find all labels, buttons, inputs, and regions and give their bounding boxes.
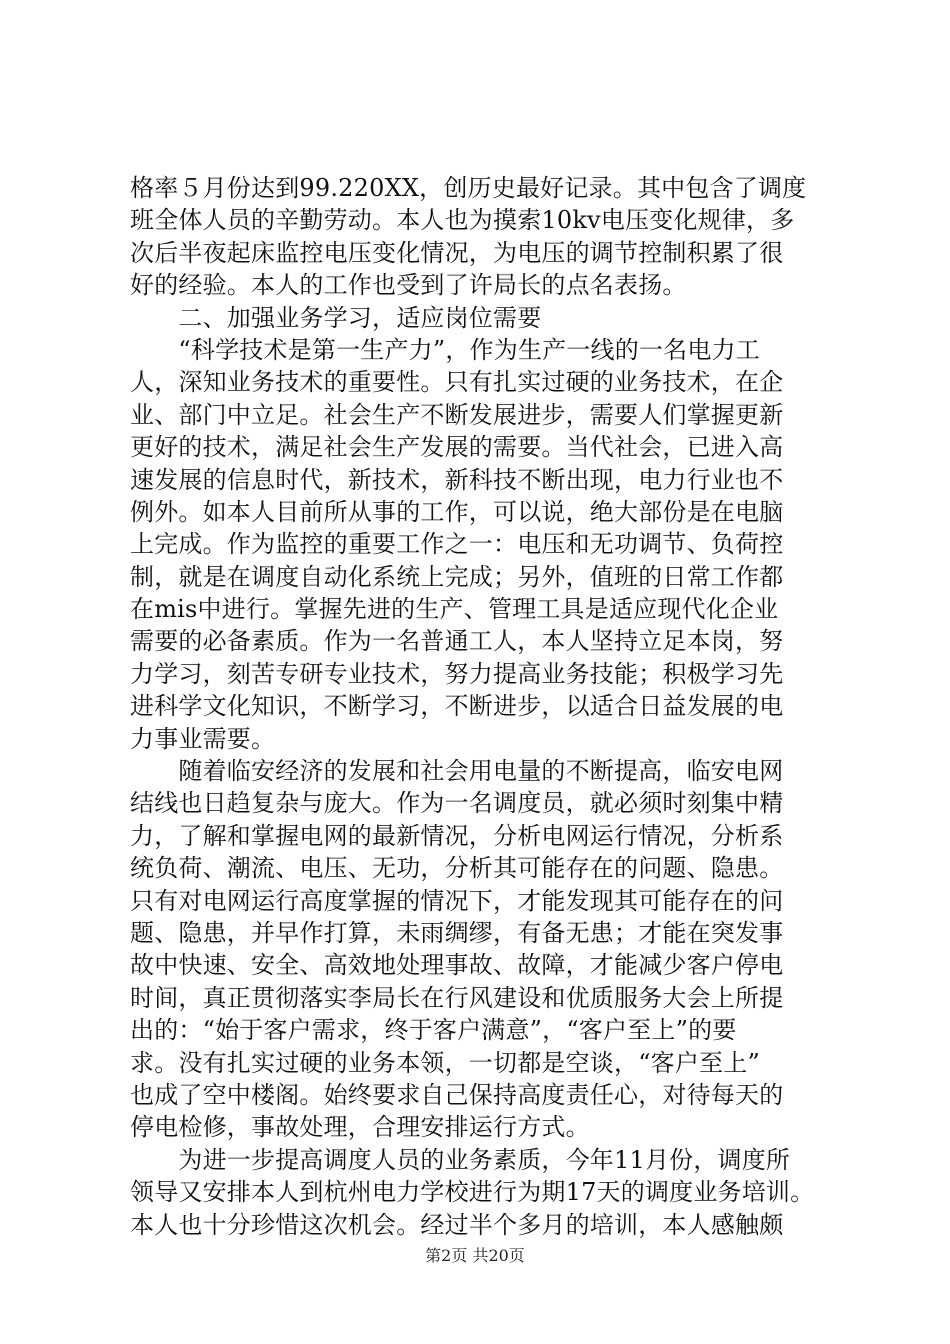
text-line: 更好的技术，满足社会生产发展的需要。当代社会，已进入高 bbox=[130, 433, 784, 462]
text-line: “科学技术是第一生产力”，作为生产一线的一名电力工 bbox=[130, 335, 760, 364]
text-line: 人，深知业务技术的重要性。只有扎实过硬的业务技术，在企 bbox=[130, 368, 784, 397]
text-line: 力学习，刻苦专研专业技术，努力提高业务技能；积极学习先 bbox=[130, 659, 784, 688]
text-line: 需要的必备素质。作为一名普通工人，本人坚持立足本岗，努 bbox=[130, 627, 784, 656]
text-line: 也成了空中楼阁。始终要求自己保持高度责任心，对待每天的 bbox=[130, 1080, 784, 1109]
text-line: 力，了解和掌握电网的最新情况，分析电网运行情况，分析系 bbox=[130, 821, 784, 850]
text-line: 班全体人员的辛勤劳动。本人也为摸索10kv电压变化规律，多 bbox=[130, 206, 795, 235]
text-line: 好的经验。本人的工作也受到了许局长的点名表扬。 bbox=[130, 271, 687, 300]
text-line: 力事业需要。 bbox=[130, 724, 276, 753]
text-line: 出的：“始于客户需求，终于客户满意”，“客户至上”的要 bbox=[130, 1016, 737, 1045]
text-line: 制，就是在调度自动化系统上完成；另外，值班的日常工作都 bbox=[130, 562, 784, 591]
text-line: 例外。如本人目前所从事的工作，可以说，绝大部份是在电脑 bbox=[130, 497, 784, 526]
text-line: 时间，真正贯彻落实李局长在行风建设和优质服务大会上所提 bbox=[130, 983, 784, 1012]
text-line: 求。没有扎实过硬的业务本领，一切都是空谈，“客户至上” bbox=[130, 1048, 760, 1077]
document-body bbox=[130, 172, 830, 1241]
text-line: 结线也日趋复杂与庞大。作为一名调度员，就必须时刻集中精 bbox=[130, 789, 784, 818]
text-line: 故中快速、安全、高效地处理事故、故障，才能减少客户停电 bbox=[130, 951, 784, 980]
text-line: 只有对电网运行高度掌握的情况下，才能发现其可能存在的问 bbox=[130, 886, 784, 915]
text-line: 上完成。作为监控的重要工作之一：电压和无功调节、负荷控 bbox=[130, 530, 784, 559]
text-line: 业、部门中立足。社会生产不断发展进步，需要人们掌握更新 bbox=[130, 400, 784, 429]
page-footer: 第2页 共20页 bbox=[425, 1246, 525, 1265]
text-line: 速发展的信息时代，新技术，新科技不断出现，电力行业也不 bbox=[130, 465, 784, 494]
text-line: 二、加强业务学习，适应岗位需要 bbox=[130, 303, 542, 332]
text-line: 格率５月份达到99.220XX，创历史最好记录。其中包含了调度 bbox=[130, 174, 807, 202]
text-line: 题、隐患，并早作打算，未雨绸缪，有备无患；才能在突发事 bbox=[130, 918, 784, 947]
text-line: 领导又安排本人到杭州电力学校进行为期17天的调度业务培训。 bbox=[130, 1178, 815, 1207]
text-line: 次后半夜起床监控电压变化情况，为电压的调节控制积累了很 bbox=[130, 238, 784, 267]
text-line: 进科学文化知识，不断学习，不断进步，以适合日益发展的电 bbox=[130, 692, 784, 721]
text-line: 随着临安经济的发展和社会用电量的不断提高，临安电网 bbox=[130, 757, 784, 786]
text-line: 本人也十分珍惜这次机会。经过半个多月的培训，本人感触颇 bbox=[130, 1210, 784, 1239]
text-line: 为进一步提高调度人员的业务素质，今年11月份，调度所 bbox=[130, 1145, 791, 1174]
text-line: 在mis中进行。掌握先进的生产、管理工具是适应现代化企业 bbox=[130, 595, 779, 624]
text-line: 统负荷、潮流、电压、无功，分析其可能存在的问题、隐患。 bbox=[130, 854, 784, 883]
text-line: 停电检修，事故处理，合理安排运行方式。 bbox=[130, 1113, 590, 1142]
